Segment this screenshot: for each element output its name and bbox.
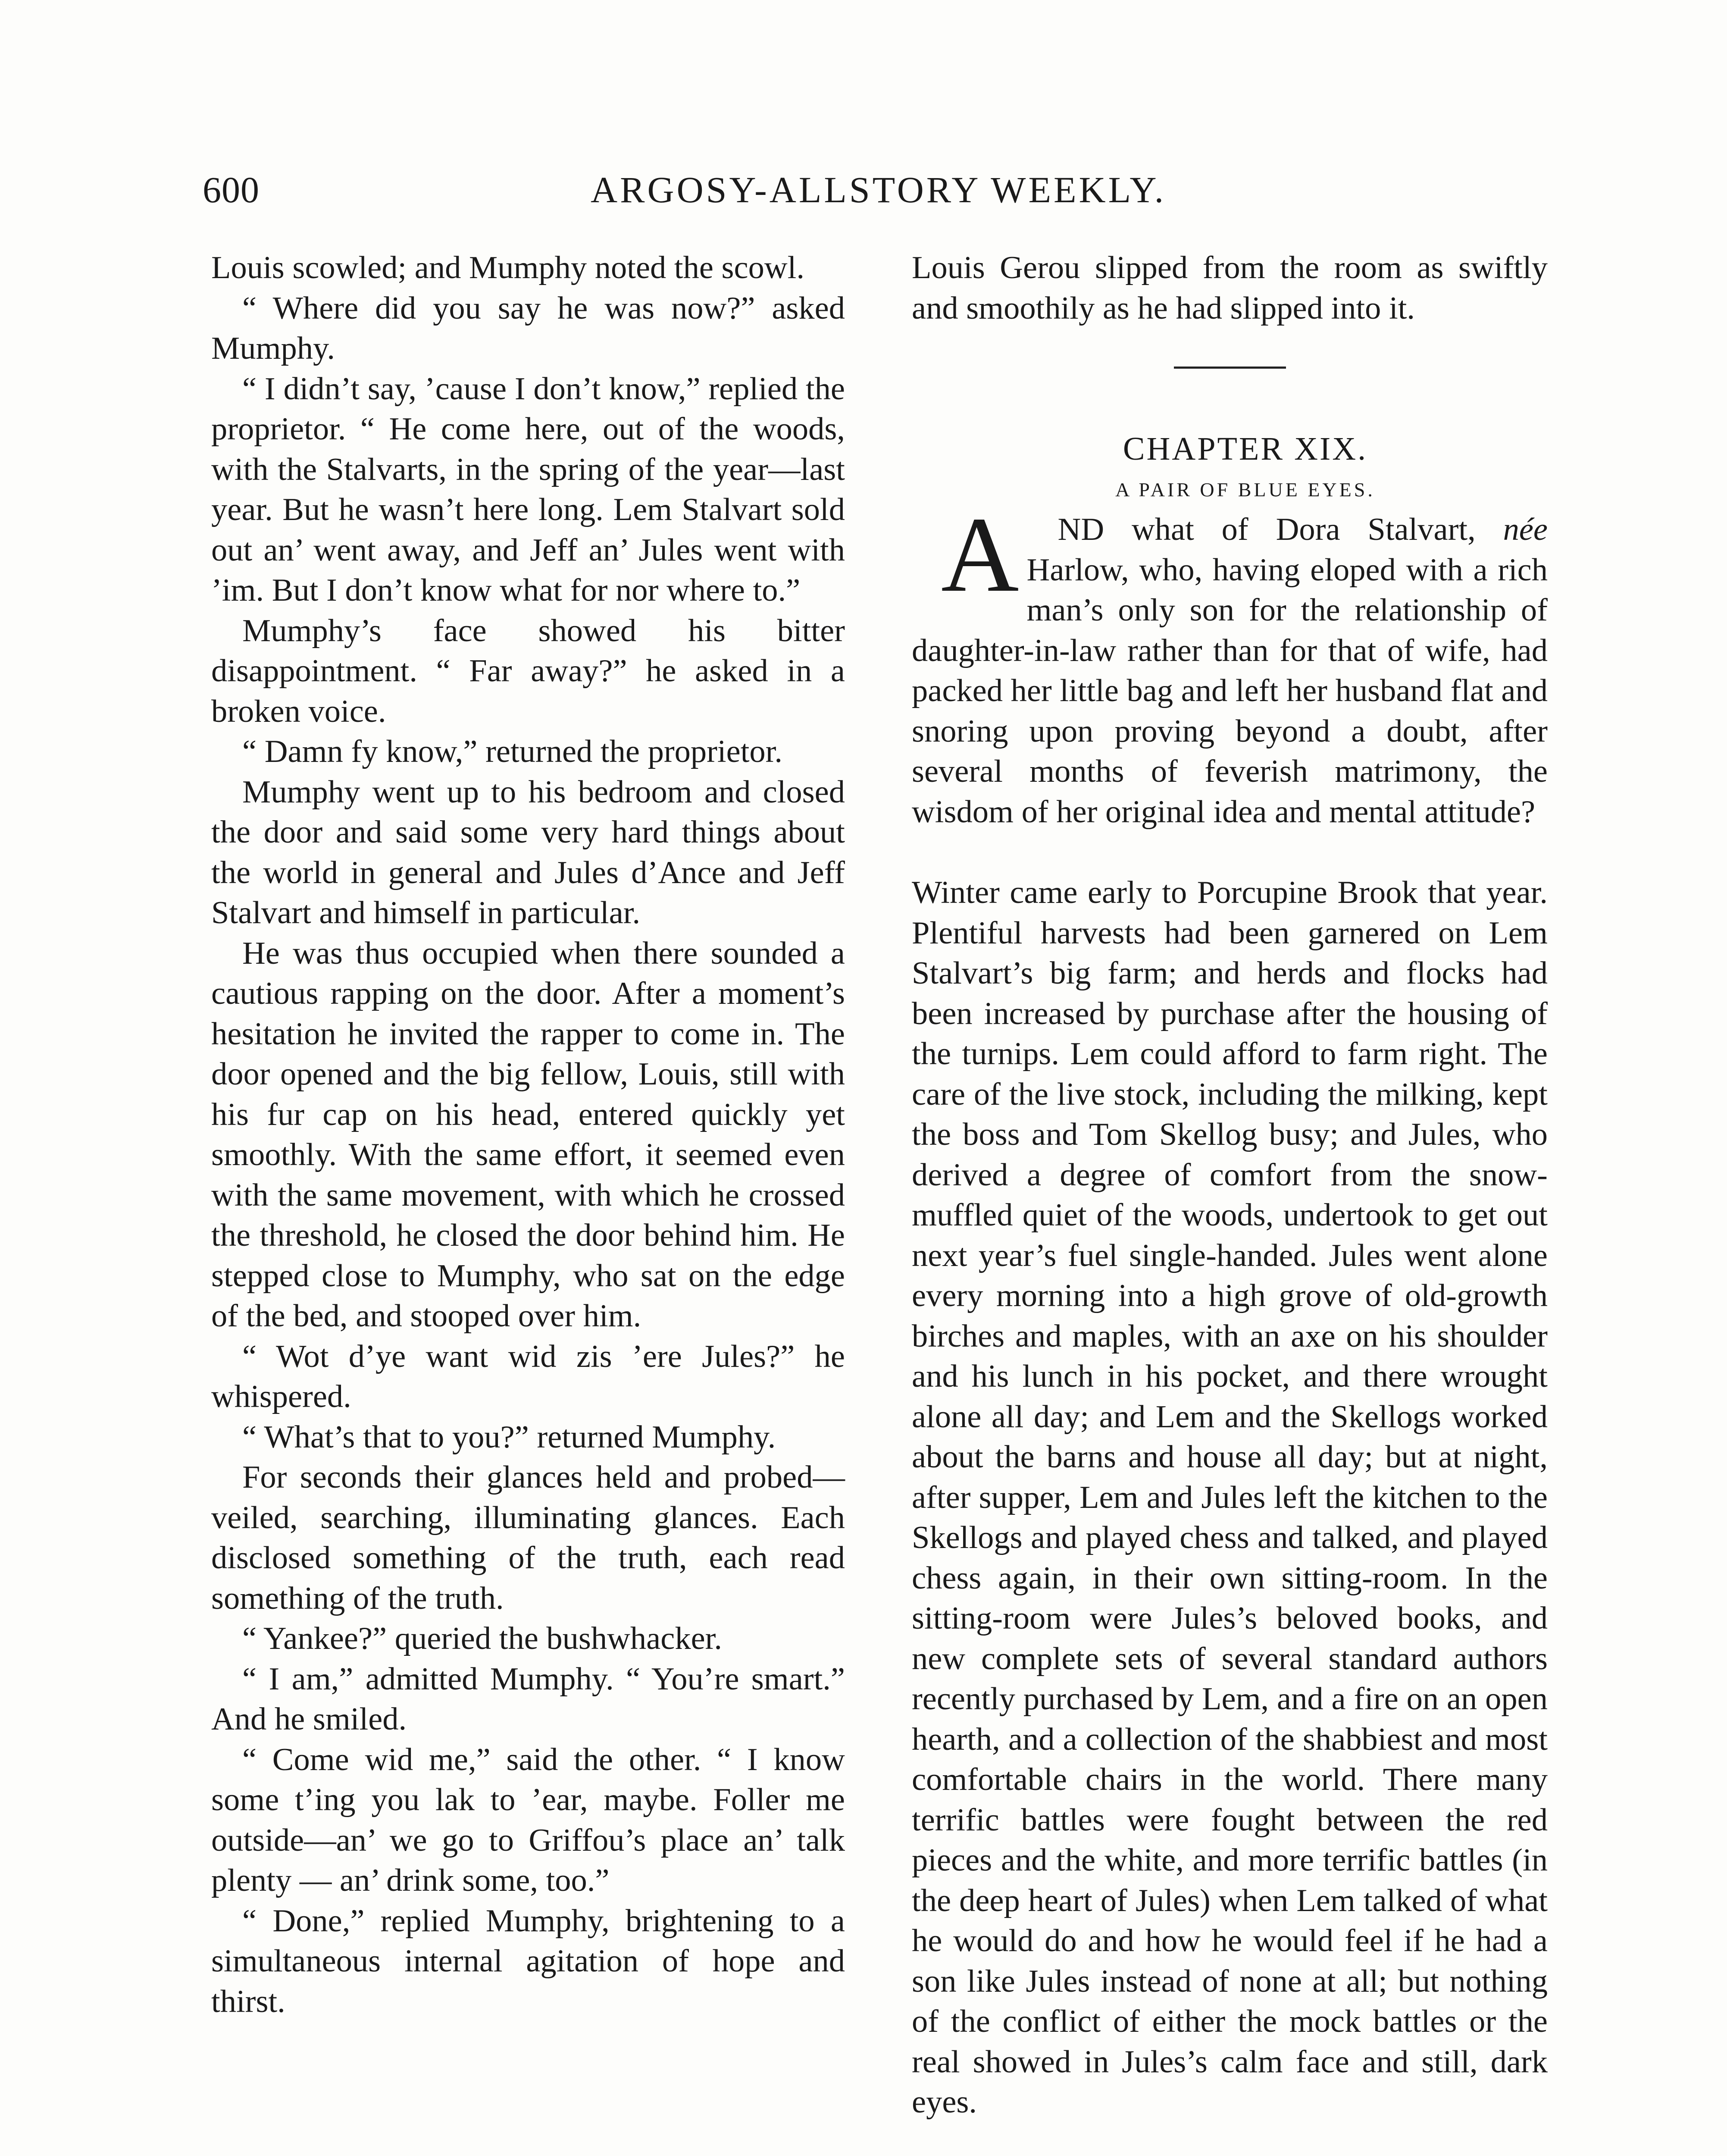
running-title: ARGOSY-ALLSTORY WEEKLY. — [591, 169, 1167, 210]
page-header — [203, 168, 1546, 220]
drop-cap: A — [941, 495, 1019, 614]
paragraph: “ I am,” admitted Mumphy. “ You’re smart.” And he smiled. — [211, 1661, 845, 1737]
paragraph: He was thus occupied when there sounded a cautious rapping on the door. After a moment’s hesitation he invited the rapper to come in. The door opened and the big fellow, Louis, still with his fur cap on his head, entered quickly yet smoothly. With the same effort, it seemed even with the same movement, with which he crossed the threshold, he closed the door behind him. He stepped close to Mumphy, who sat on the edge of the bed, and stooped over him. — [211, 935, 845, 1334]
paragraph: “ Yankee?” queried the bushwhacker. — [242, 1621, 722, 1656]
paragraph: For seconds their glances held and probed—veiled, searching, illuminating glances. Each disclosed something of the truth, each read something of the truth. — [211, 1460, 845, 1616]
chapter-subtitle: A PAIR OF BLUE EYES. — [1115, 478, 1375, 501]
chapter-opening-paragraph — [912, 495, 1548, 832]
paragraph: “ Damn fy know,” returned the proprietor. — [242, 734, 782, 769]
opening-text-start: ND what of Dora Stalvart, — [1057, 512, 1503, 547]
opening-text-rest: Harlow, who, having eloped with a rich man’s only son for the relationship of daughter-in-law rather than for that of wife, had packed her little bag and left her husband flat and snoring upon proving beyond a doubt, after several months of feverish matrimony, the wisdom of her original idea and mental attitude? — [912, 552, 1548, 830]
paragraph: Mumphy’s face showed his bitter disappointment. “ Far away?” he asked in a broken voice. — [211, 613, 845, 729]
paragraph: “ Done,” replied Mumphy, brightening to a simultaneous internal agitation of hope and thirst. — [211, 1903, 845, 2019]
paragraph: “ Wot d’ye want wid zis ’ere Jules?” he whispered. — [211, 1338, 845, 1414]
section-divider — [1174, 367, 1286, 369]
opening-text-italic: née — [1503, 512, 1548, 547]
page-number: 600 — [203, 169, 260, 210]
paragraph: Louis scowled; and Mumphy noted the scowl. — [211, 250, 804, 285]
right-column — [912, 248, 1548, 2123]
paragraph: “ Where did you say he was now?” asked Mumphy. — [211, 290, 845, 366]
paragraph: Mumphy went up to his bedroom and closed the door and said some very hard things about the world in general and Jules d’Ance and Jeff Stalvart and himself in particular. — [211, 774, 845, 931]
paragraph: Winter came early to Porcupine Brook that year. Plentiful harvests had been garnered on Lem Stalvart’s big farm; and herds and flocks had been increased by purchase after the housing of the turnips. Lem could afford to farm right. The care of the live stock, including the milking, kept the boss and Tom Skellog busy; and Jules, who derived a degree of comfort from the snow-muffled quiet of the woods, undertook to get out next year’s fuel single-handed. Jules went alone every morning into a high grove of old-growth birches and maples, with an axe on his shoulder and his lunch in his pocket, and there wrought alone all day; and Lem and the Skellogs worked about the barns and house all day; but at night, after supper, Lem and Jules left the kitchen to the Skellogs and played chess and talked, and played chess again, in their own sitting-room. In the sitting-room were Jules’s beloved books, and new complete sets of several standard authors recently purchased by Lem, and a fire on an open hearth, and a collection of the shabbiest and most comfortable chairs in the world. There many terrific battles were fought between the red pieces and the white, and more terrific battles (in the deep heart of Jules) when Lem talked of what he would do and how he would feel if he had a son like Jules instead of none at all; but nothing of the conflict of either the mock battles or the real showed in Jules’s calm face and still, dark eyes. — [912, 875, 1548, 2120]
paragraph: Louis Gerou slipped from the room as swiftly and smoothily as he had slipped into it. — [912, 250, 1548, 326]
paragraph: “ What’s that to you?” returned Mumphy. — [242, 1419, 776, 1455]
section-gap — [912, 832, 1548, 873]
left-column — [211, 248, 845, 2022]
paragraph: “ I didn’t say, ’cause I don’t know,” replied the proprietor. “ He come here, out of the woods, with the Stalvarts, in the spring of the year—last year. But he wasn’t here long. Lem Stalvart sold out an’ went away, and Jeff an’ Jules went with ’im. But I don’t know what for nor where to.” — [211, 371, 845, 608]
paragraph: “ Come wid me,” said the other. “ I know some t’ing you lak to ’ear, maybe. Foller me outside—an’ we go to Griffou’s place an’ talk plenty — an’ drink some, too.” — [211, 1742, 845, 1898]
chapter-title: CHAPTER XIX. — [1123, 431, 1368, 467]
